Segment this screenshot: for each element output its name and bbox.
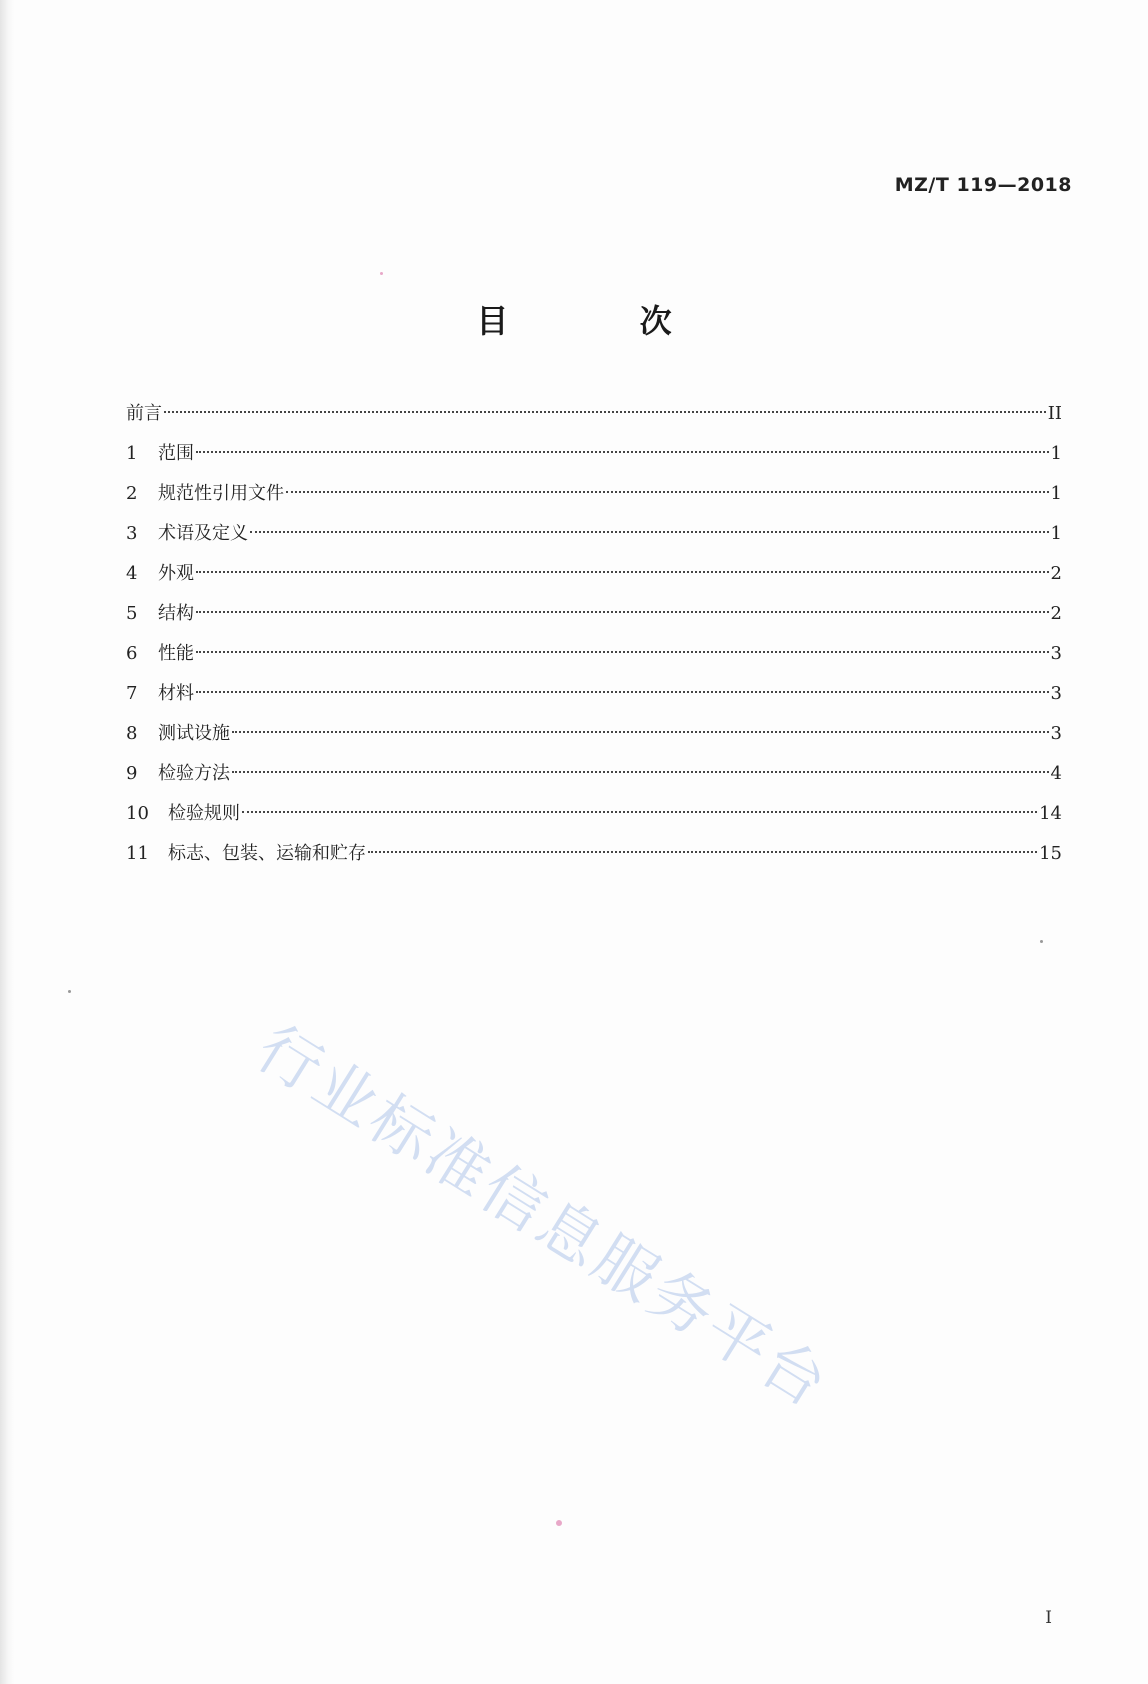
toc-entry-preface[interactable] bbox=[126, 394, 1062, 434]
toc-entry-4[interactable] bbox=[126, 554, 1062, 594]
toc-entry-7[interactable] bbox=[126, 674, 1062, 714]
toc-entry-3[interactable] bbox=[126, 514, 1062, 554]
toc-entry-page: 14 bbox=[1039, 803, 1062, 824]
toc-entry-label: 检验规则 bbox=[168, 803, 240, 824]
toc-entry-number: 8 bbox=[126, 723, 138, 744]
toc-entry-page: 3 bbox=[1050, 683, 1062, 704]
table-of-contents bbox=[126, 394, 1062, 874]
toc-entry-number: 6 bbox=[126, 643, 138, 664]
toc-entry-number: 5 bbox=[126, 603, 138, 624]
toc-entry-page: 2 bbox=[1050, 563, 1062, 584]
toc-entry-5[interactable] bbox=[126, 594, 1062, 634]
toc-entry-page: 3 bbox=[1050, 643, 1062, 664]
toc-leader-dots bbox=[250, 531, 1049, 533]
toc-entry-label: 检验方法 bbox=[158, 763, 230, 784]
toc-entry-number: 7 bbox=[126, 683, 138, 704]
toc-entry-number: 1 bbox=[126, 443, 138, 464]
standard-code: MZ/T 119—2018 bbox=[894, 174, 1072, 196]
scan-speck bbox=[1040, 940, 1043, 943]
toc-entry-page: 3 bbox=[1050, 723, 1062, 744]
toc-leader-dots bbox=[196, 611, 1049, 613]
scan-speck bbox=[380, 272, 383, 275]
scan-speck bbox=[556, 1520, 562, 1526]
toc-entry-1[interactable] bbox=[126, 434, 1062, 474]
toc-entry-page: 1 bbox=[1050, 523, 1062, 544]
toc-leader-dots bbox=[196, 691, 1049, 693]
scan-edge-shadow bbox=[0, 0, 14, 1684]
toc-title: 目 次 bbox=[476, 302, 732, 340]
page-number: I bbox=[1045, 1608, 1052, 1628]
toc-entry-6[interactable] bbox=[126, 634, 1062, 674]
toc-leader-dots bbox=[232, 731, 1049, 733]
toc-entry-label: 前言 bbox=[126, 403, 162, 424]
toc-entry-page: II bbox=[1047, 403, 1062, 424]
toc-leader-dots bbox=[368, 851, 1037, 853]
toc-entry-page: 1 bbox=[1050, 483, 1062, 504]
toc-entry-label: 材料 bbox=[158, 683, 194, 704]
toc-entry-label: 测试设施 bbox=[158, 723, 230, 744]
toc-entry-page: 2 bbox=[1050, 603, 1062, 624]
toc-entry-2[interactable] bbox=[126, 474, 1062, 514]
toc-entry-label: 外观 bbox=[158, 563, 194, 584]
toc-entry-number: 9 bbox=[126, 763, 138, 784]
toc-leader-dots bbox=[164, 411, 1046, 413]
toc-entry-9[interactable] bbox=[126, 754, 1062, 794]
toc-entry-label: 术语及定义 bbox=[158, 523, 248, 544]
toc-leader-dots bbox=[196, 571, 1049, 573]
scan-speck bbox=[68, 990, 71, 993]
toc-entry-label: 规范性引用文件 bbox=[158, 483, 284, 504]
toc-entry-number: 3 bbox=[126, 523, 138, 544]
toc-entry-label: 范围 bbox=[158, 443, 194, 464]
toc-entry-number: 11 bbox=[126, 843, 149, 864]
toc-entry-number: 2 bbox=[126, 483, 138, 504]
toc-leader-dots bbox=[286, 491, 1049, 493]
toc-entry-page: 15 bbox=[1039, 843, 1062, 864]
watermark: 行业标准信息服务平台 bbox=[244, 1011, 843, 1423]
toc-entry-8[interactable] bbox=[126, 714, 1062, 754]
toc-entry-number: 10 bbox=[126, 803, 149, 824]
toc-entry-label: 标志、包装、运输和贮存 bbox=[168, 843, 366, 864]
toc-leader-dots bbox=[196, 651, 1049, 653]
toc-entry-11[interactable] bbox=[126, 834, 1062, 874]
toc-entry-label: 结构 bbox=[158, 603, 194, 624]
toc-leader-dots bbox=[232, 771, 1049, 773]
toc-entry-label: 性能 bbox=[158, 643, 194, 664]
toc-leader-dots bbox=[242, 811, 1037, 813]
toc-entry-page: 1 bbox=[1050, 443, 1062, 464]
toc-entry-10[interactable] bbox=[126, 794, 1062, 834]
toc-entry-number: 4 bbox=[126, 563, 138, 584]
toc-leader-dots bbox=[196, 451, 1049, 453]
toc-entry-page: 4 bbox=[1050, 763, 1062, 784]
